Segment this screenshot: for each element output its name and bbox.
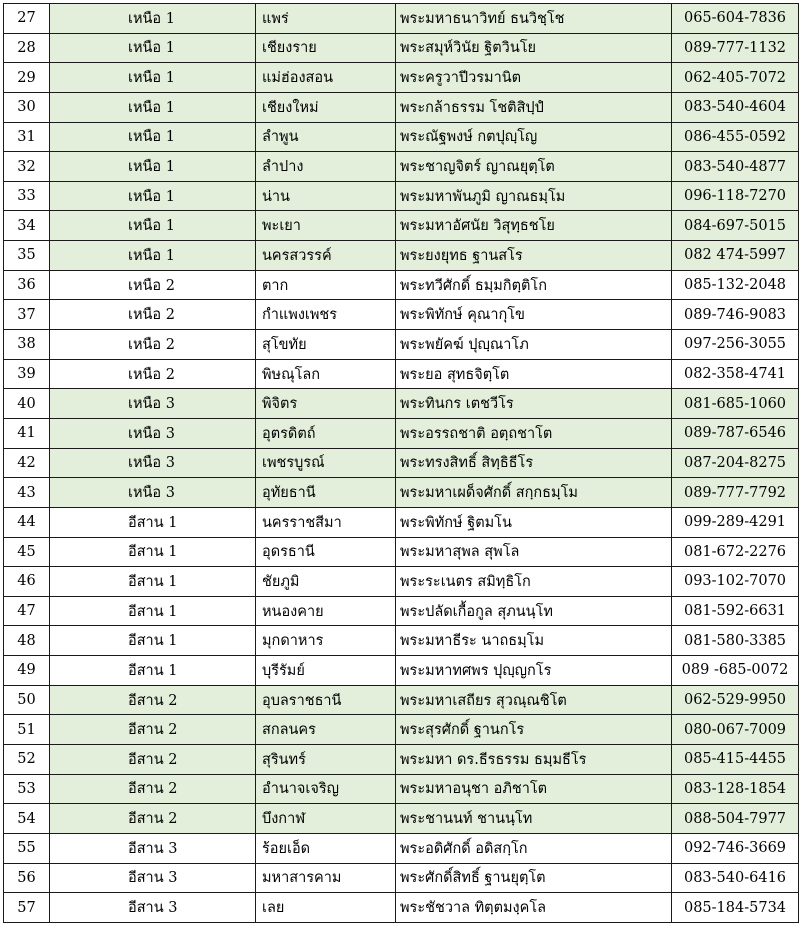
province-cell: ลำปาง [256,152,396,182]
row-number-cell: 46 [4,567,50,597]
monk-name-cell: พระศักดิ์สิทธิ์ ฐานยุตฺโต [396,863,672,893]
table-row [4,626,799,656]
table-row [4,567,799,597]
table-body [4,4,799,923]
phone-cell: 062-529-9950 [672,685,799,715]
row-number-cell: 28 [4,33,50,63]
monk-name-cell: พระณัฐพงษ์ กตปุญฺโญ [396,122,672,152]
monk-name-cell: พระทินกร เตชวีโร [396,389,672,419]
region-cell: อีสาน 3 [50,893,256,923]
table-row [4,359,799,389]
province-cell: พะเยา [256,211,396,241]
province-cell: ตาก [256,270,396,300]
phone-cell: 085-415-4455 [672,745,799,775]
province-cell: เพชรบูรณ์ [256,448,396,478]
province-cell: เชียงราย [256,33,396,63]
region-cell: เหนือ 1 [50,63,256,93]
table-row [4,418,799,448]
region-cell: เหนือ 2 [50,359,256,389]
row-number-cell: 49 [4,656,50,686]
province-cell: บึงกาฬ [256,804,396,834]
table-row [4,211,799,241]
monk-name-cell: พระสุรศักดิ์ ฐานกโร [396,715,672,745]
row-number-cell: 38 [4,330,50,360]
monk-name-cell: พระทรงสิทธิ์ สิทฺธิธีโร [396,448,672,478]
monk-name-cell: พระทวีศักดิ์ ธมฺมกิตฺติโก [396,270,672,300]
province-cell: สุโขทัย [256,330,396,360]
row-number-cell: 51 [4,715,50,745]
phone-cell: 081-580-3385 [672,626,799,656]
region-cell: เหนือ 3 [50,478,256,508]
phone-cell: 086-455-0592 [672,122,799,152]
phone-cell: 087-204-8275 [672,448,799,478]
monk-name-cell: พระสมุห์วินัย ฐิตวินโย [396,33,672,63]
monk-name-cell: พระมหาสุพล สุพโล [396,537,672,567]
province-cell: เลย [256,893,396,923]
table-row [4,92,799,122]
monk-name-cell: พระปลัดเกื้อกูล สุภนนฺโท [396,596,672,626]
region-cell: อีสาน 1 [50,626,256,656]
phone-cell: 099-289-4291 [672,507,799,537]
province-cell: ลำพูน [256,122,396,152]
table-row [4,389,799,419]
phone-cell: 083-540-6416 [672,863,799,893]
table-row [4,833,799,863]
province-cell: มุกดาหาร [256,626,396,656]
row-number-cell: 35 [4,241,50,271]
row-number-cell: 30 [4,92,50,122]
monk-name-cell: พระมหาอัศนัย วิสุทฺธชโย [396,211,672,241]
region-cell: อีสาน 2 [50,774,256,804]
phone-cell: 083-540-4877 [672,152,799,182]
monk-name-cell: พระพิทักษ์ ฐิตมโน [396,507,672,537]
row-number-cell: 48 [4,626,50,656]
monk-name-cell: พระมหา ดร.ธีรธรรม ธมฺมธีโร [396,745,672,775]
monk-name-cell: พระยอ สุทธจิตฺโต [396,359,672,389]
contact-table [3,3,799,923]
row-number-cell: 41 [4,418,50,448]
table-row [4,122,799,152]
region-cell: เหนือ 2 [50,330,256,360]
table-row [4,241,799,271]
table-row [4,4,799,34]
phone-cell: 082-358-4741 [672,359,799,389]
row-number-cell: 47 [4,596,50,626]
row-number-cell: 43 [4,478,50,508]
monk-name-cell: พระครูวาปีวรมานิต [396,63,672,93]
row-number-cell: 37 [4,300,50,330]
table-row [4,656,799,686]
monk-name-cell: พระมหาเผด็จศักดิ์ สกฺกธมฺโม [396,478,672,508]
table-row [4,300,799,330]
region-cell: อีสาน 1 [50,656,256,686]
province-cell: บุรีรัมย์ [256,656,396,686]
phone-cell: 097-256-3055 [672,330,799,360]
phone-cell: 085-184-5734 [672,893,799,923]
monk-name-cell: พระชาญจิตร์ ญาณยุตฺโต [396,152,672,182]
phone-cell: 065-604-7836 [672,4,799,34]
row-number-cell: 54 [4,804,50,834]
table-row [4,63,799,93]
table-row [4,478,799,508]
region-cell: อีสาน 1 [50,567,256,597]
monk-name-cell: พระมหาธนาวิทย์ ธนวิชฺโช [396,4,672,34]
monk-name-cell: พระมหาทศพร ปุญฺญกโร [396,656,672,686]
row-number-cell: 31 [4,122,50,152]
province-cell: น่าน [256,181,396,211]
region-cell: อีสาน 2 [50,804,256,834]
region-cell: อีสาน 3 [50,863,256,893]
phone-cell: 088-504-7977 [672,804,799,834]
monk-name-cell: พระอดิศักดิ์ อดิสกฺโก [396,833,672,863]
phone-cell: 089 -685-0072 [672,656,799,686]
row-number-cell: 36 [4,270,50,300]
row-number-cell: 44 [4,507,50,537]
province-cell: มหาสารคาม [256,863,396,893]
phone-cell: 092-746-3669 [672,833,799,863]
table-row [4,448,799,478]
table-row [4,715,799,745]
phone-cell: 096-118-7270 [672,181,799,211]
region-cell: อีสาน 1 [50,537,256,567]
region-cell: เหนือ 1 [50,92,256,122]
row-number-cell: 32 [4,152,50,182]
phone-cell: 081-592-6631 [672,596,799,626]
region-cell: เหนือ 1 [50,152,256,182]
phone-cell: 080-067-7009 [672,715,799,745]
province-cell: นครราชสีมา [256,507,396,537]
province-cell: อุดรธานี [256,537,396,567]
monk-name-cell: พระมหาเสถียร สุวณฺณชิโต [396,685,672,715]
monk-name-cell: พระพิทักษ์ คุณากุโข [396,300,672,330]
region-cell: อีสาน 3 [50,833,256,863]
row-number-cell: 40 [4,389,50,419]
row-number-cell: 53 [4,774,50,804]
region-cell: เหนือ 1 [50,4,256,34]
region-cell: เหนือ 2 [50,270,256,300]
monk-name-cell: พระมหาพันภูมิ ญาณธมฺโม [396,181,672,211]
row-number-cell: 50 [4,685,50,715]
monk-name-cell: พระมหาธีระ นาถธมฺโม [396,626,672,656]
region-cell: เหนือ 1 [50,33,256,63]
phone-cell: 093-102-7070 [672,567,799,597]
province-cell: แพร่ [256,4,396,34]
table-row [4,537,799,567]
monk-name-cell: พระอรรถชาติ อตฺถชาโต [396,418,672,448]
province-cell: อุบลราชธานี [256,685,396,715]
region-cell: เหนือ 3 [50,448,256,478]
table-row [4,685,799,715]
region-cell: อีสาน 2 [50,715,256,745]
monk-name-cell: พระยงยุทธ ฐานสโร [396,241,672,271]
table-row [4,152,799,182]
province-cell: พิษณุโลก [256,359,396,389]
row-number-cell: 33 [4,181,50,211]
row-number-cell: 55 [4,833,50,863]
province-cell: กำแพงเพชร [256,300,396,330]
monk-name-cell: พระชานนท์ ชานนฺโท [396,804,672,834]
row-number-cell: 56 [4,863,50,893]
monk-name-cell: พระชัชวาล ทิตฺตมงฺคโล [396,893,672,923]
monk-name-cell: พระพยัคฆ์ ปุญฺณาโภ [396,330,672,360]
province-cell: เชียงใหม่ [256,92,396,122]
province-cell: อุตรดิตถ์ [256,418,396,448]
table-row [4,863,799,893]
phone-cell: 083-540-4604 [672,92,799,122]
region-cell: อีสาน 1 [50,507,256,537]
table-row [4,507,799,537]
region-cell: เหนือ 3 [50,418,256,448]
row-number-cell: 52 [4,745,50,775]
province-cell: อำนาจเจริญ [256,774,396,804]
table-row [4,596,799,626]
province-cell: หนองคาย [256,596,396,626]
phone-cell: 081-685-1060 [672,389,799,419]
row-number-cell: 39 [4,359,50,389]
phone-cell: 062-405-7072 [672,63,799,93]
phone-cell: 089-777-1132 [672,33,799,63]
table-row [4,270,799,300]
phone-cell: 084-697-5015 [672,211,799,241]
region-cell: เหนือ 1 [50,241,256,271]
region-cell: เหนือ 1 [50,181,256,211]
region-cell: อีสาน 2 [50,685,256,715]
table-row [4,181,799,211]
row-number-cell: 27 [4,4,50,34]
table-row [4,745,799,775]
phone-cell: 085-132-2048 [672,270,799,300]
row-number-cell: 42 [4,448,50,478]
phone-cell: 089-746-9083 [672,300,799,330]
phone-cell: 082 474-5997 [672,241,799,271]
table-row [4,330,799,360]
monk-name-cell: พระระเนตร สมิทฺธิโก [396,567,672,597]
row-number-cell: 45 [4,537,50,567]
monk-name-cell: พระมหาอนุชา อภิชาโต [396,774,672,804]
province-cell: แม่ฮ่องสอน [256,63,396,93]
table-row [4,774,799,804]
region-cell: เหนือ 1 [50,211,256,241]
region-cell: เหนือ 3 [50,389,256,419]
table-row [4,804,799,834]
region-cell: เหนือ 2 [50,300,256,330]
row-number-cell: 34 [4,211,50,241]
phone-cell: 083-128-1854 [672,774,799,804]
province-cell: สุรินทร์ [256,745,396,775]
phone-cell: 089-777-7792 [672,478,799,508]
row-number-cell: 57 [4,893,50,923]
phone-cell: 089-787-6546 [672,418,799,448]
table-row [4,33,799,63]
province-cell: อุทัยธานี [256,478,396,508]
region-cell: อีสาน 1 [50,596,256,626]
province-cell: ร้อยเอ็ด [256,833,396,863]
region-cell: อีสาน 2 [50,745,256,775]
monk-name-cell: พระกล้าธรรม โชติสิปฺปํ [396,92,672,122]
region-cell: เหนือ 1 [50,122,256,152]
province-cell: สกลนคร [256,715,396,745]
table-row [4,893,799,923]
province-cell: ชัยภูมิ [256,567,396,597]
row-number-cell: 29 [4,63,50,93]
province-cell: นครสวรรค์ [256,241,396,271]
province-cell: พิจิตร [256,389,396,419]
phone-cell: 081-672-2276 [672,537,799,567]
